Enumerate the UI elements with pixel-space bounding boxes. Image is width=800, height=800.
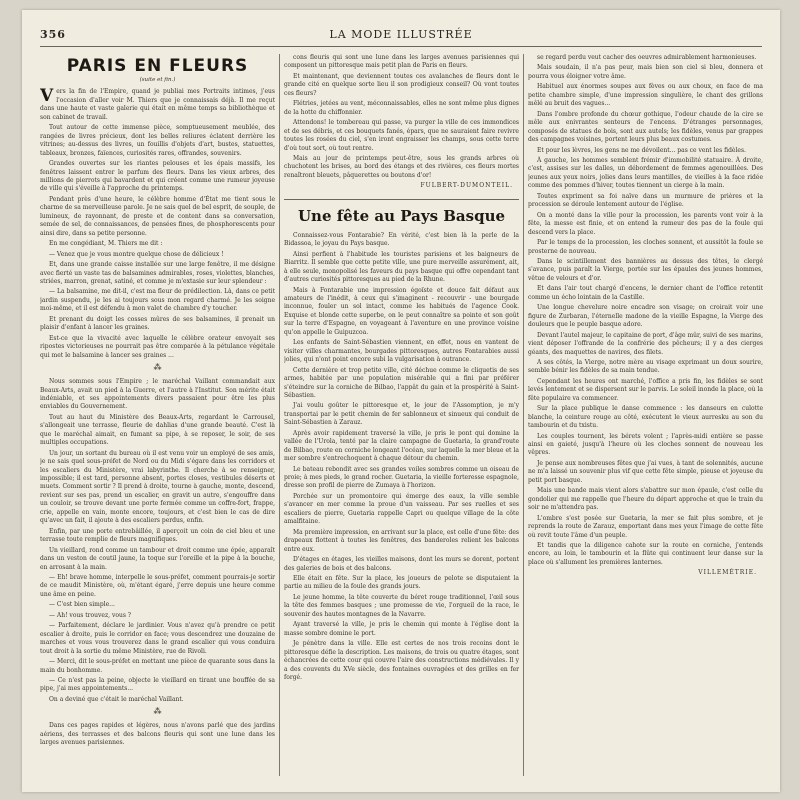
column-3 [528,54,763,776]
paragraph: — Parfaitement, déclare le jardinier. Vous n'avez qu'à prendre ce petit escalier à droite, puis le corridor en face; vous descendrez une douzaine de marches et vous vous trouverez dans le grand escalier qui vous conduira tout droit à la sortie du même Ministère, rue de Rivoli. [40,622,275,655]
paragraph: Le jeune homme, la tête couverte du béret rouge traditionnel, l'œil sous la tête des femmes basques ; une promesse de vie, l'orgueil de la race, le souvenir des hautes montagnes de la Navarre. [284,593,519,618]
section-separator: ⁂ [153,707,162,717]
paragraph: À gauche, les hommes semblent frémir d'immobilité statuaire. À droite, c'est, assises sur les dalles, un débordement de femmes agenouillées. Des jeunes aux yeux noirs, jolies dans leurs mantilles, de vieilles à la face ridée comme des pommes d'hiver, toutes tiennent un cierge à la main. [528,156,763,190]
paragraph: Porchée sur un promontoire qui émerge des eaux, la ville semble s'avancer en mer comme la proue d'un vaisseau. Par ses ruelles et ses escaliers de pierre, Guetaria rappelle Capri ou quelque village de la côte amalfitaine. [284,492,519,526]
paragraph: D'étages en étages, les vieilles maisons, dont les murs se dorent, portent des galeries de bois et des balcons. [284,556,519,572]
article-subtitle: (suite et fin.) [139,77,176,83]
paragraph: Tout autour de cette immense pièce, somptueusement meublée, des rangées de livres précieux, dont les belles reliures éclatent derrière les vitrines; au-dessus des livres, un fouillis d'objets d'art, bustes, statuettes, tableaux, bronzes, faïences, curiosités rares, offrandes, souvenirs. [40,124,275,157]
paragraph: Devant l'autel majeur, le capitaine de port, d'âge mûr, suivi de ses marins, vient déposer l'offrande de la confrérie des pêcheurs; il y a des cierges géants, des maquettes de navires, des filets. [528,331,763,356]
paragraph: Connaissez-vous Fontarabie? En vérité, c'est bien là la perle de la Bidassoa, le joyau du Pays basque. [284,231,519,248]
paragraph: se regard perdu veut cacher des oeuvres admirablement harmonieuses. [537,54,757,61]
paragraph: Ayant traversé la ville, je pris le chemin qui monte à l'église dont la masse sombre domine le port. [284,621,519,637]
column-2 [284,54,519,776]
paragraph: Mais une bande mais vient alors s'abattre sur mon épaule, c'est celle du gondolier qui me rappelle que l'heure du départ approche et que le train du soir ne m'attendra pas. [528,487,763,512]
paragraph: Tout au haut du Ministère des Beaux-Arts, regardant le Carrousel, s'allongeait une terrasse, fleurie de dahlias d'une grande beauté. C'est là que le maréchal aimait, en fumant sa pipe, à se reposer, le soir, de ses multiples occupations. [40,413,275,447]
paragraph: Habituel aux énormes soupes aux fèves ou aux choux, en face de ma petite chambre simple, d'une impression singulière, le chant des grillons mêlé au bruit des vagues... [528,83,763,108]
paragraph: Dans le scintillement des bannières au dessus des têtes, le clergé s'avance, puis paraît la Vierge, portée sur les épaules des jeunes hommes, vêtue de velours et d'or. [528,257,763,282]
column-1 [40,54,275,776]
paragraph: Mais soudain, il n'a pas peur, mais bien son ciel si bleu, donnera et pourra vous éloigner votre âme. [528,64,763,80]
paragraph: — Eh! brave homme, interpelle le sous-préfet, comment pourrais-je sortir de ce maudit Ministère, où, m'étant égaré, j'erre depuis une heure comme une âme en peine. [40,574,275,598]
paragraph: Grandes ouvertes sur les riantes pelouses et les épais massifs, les fenêtres laissent entrer le parfum des fleurs. Dans les vieux arbres, des millions de pierrots qui bavardent et qui créent comme une rumeur joyeuse de ville qui s'éveille à l'approche du printemps. [40,160,275,193]
paragraph: — Merci, dit le sous-préfet en mettant une pièce de quarante sous dans la main du bonhomme. [40,658,275,674]
paragraph: J'ai voulu goûter le pittoresque et, le jour de l'Assomption, je m'y transportai par le petit chemin de fer sablonneux et sinueux qui conduit de Saint-Sébastien à Zarauz. [284,402,519,427]
paragraph: Elle était en fête. Sur la place, les joueurs de pelote se disputaient la partie au milieu de la foule des grands jours. [284,575,519,591]
paragraph: Mais au jour de printemps peut-être, sous les grands arbres où chuchotent les brises, au bord des étangs et des rivières, ces fleurs mortes renaîtront bleuets, pâquerettes ou boutons d'or! [284,154,519,179]
paragraph: On a deviné que c'était le maréchal Vaillant. [49,695,184,703]
paragraph: Je pense aux nombreuses fêtes que j'ai vues, à tant de solennités, aucune ne m'a laissé un souvenir plus vif que cette fête simple, pieuse et joyeuse du petit port basque. [528,459,763,484]
article-body [284,232,519,683]
paragraph: — Ce n'est pas la peine, objecte le vieillard en tirant une bouffée de sa pipe, j'ai mes appointements... [40,677,275,693]
paragraph: Pendant près d'une heure, le célèbre homme d'État me tient sous le charme de sa merveilleuse parole. Je ne sais quel de bel esprit, de souple, de lumineux, de rayonnant, de preste et de content dans sa conversation, semée de sel, de connaissances, de pensées fines, de phosphorescents pour ainsi dire, dans sa petite personne. [40,195,275,237]
article-body [40,124,275,360]
paragraph: Cette dernière et trop petite ville, cité déchue comme le cliquetis de ses armes, habitée par une population misérable qui a fini par préférer s'éteindre sur la corniche de Bilbao, l'appât du gain et la prospérité à Saint-Sébastien. [284,366,519,399]
paragraph: On a monté dans la ville pour la procession, les parents vont voir à la fête, la messe est finie, et on entend la rumeur des pas de la foule qui descend vers la place. [528,211,763,236]
article-body-closing [40,722,275,747]
article-signature: VILLEMÉTRIE. [698,569,757,577]
paragraph: Le bateau rebondit avec ses grandes voiles sombres comme un oiseau de proie; à mes pieds, le grand rocher. Guetaria, la vieille forteresse espagnole, dresse son profil de pierre de Zumaya à l'horizon. [284,465,519,490]
paragraph: — Ah! vous trouvez, vous ? [49,611,132,619]
article-title: PARIS EN FLEURS [66,56,249,76]
paragraph: Et prenant du doigt les cosses mûres de ses balsamines, il prenait un plaisir d'enfant à lancer les graines. [40,315,275,332]
paragraph: Je pénètre dans la ville. Elle est certes de nos trois recoins dont le pittoresque défie la description. Les maisons, de trois ou quatre étages, sont échancrées de cette cour qui couvre l'aire des constructions médiévales. Il y a des couvents du XVe siècle, des fontaines ouvragées et des grilles en fer forgé. [284,640,519,681]
opening-paragraph [40,88,275,122]
paragraph: Dans l'ombre profonde du chœur gothique, l'odeur chaude de la cire se mêle aux enivrantes senteurs de l'encens. D'étranges personnages, composés de statues de bois, sont aux autels; les fidèles, venus par grappes des campagnes voisines, portent leurs plus beaux costumes. [528,110,763,144]
paragraph: Mais à Fontarabie une impression égoïste et douce fait défaut aux amateurs de l'inédit, à ceux qui s'imaginent - recouvrir - une bourgade inconnue, fouler un sol intact, comme les habitués de l'agence Cook. Exquise et blonde cette superbe, on le peut connaître sa pointe et son goût sur la terre d'Espagne, en voyageant à l'aventure en une province voisine qu'on appelle le Guipuzcoa. [284,286,519,336]
article-title: Une fête au Pays Basque [297,206,506,225]
paragraph: En me congédiant, M. Thiers me dit : [49,240,163,248]
paragraph: Toutes expriment sa foi naïve dans un murmure de prières et la procession se déroule lentement autour de l'église. [528,192,763,209]
column-divider [523,54,524,776]
article-body-continued [284,54,519,180]
paragraph: — Venez que je vous montre quelque chose de délicieux ! [49,250,224,258]
paragraph: Et, dans une grande caisse installée sur une large fenêtre, il me désigne avec fierté un vaste tas de balsamines admirables, roses, violettes, blanches, striées, marron, grenat, satiné, et comme je m'extasie sur leur splendeur : [40,261,275,285]
paragraph: Par le temps de la procession, les cloches sonnent, et aussitôt la foule se prosterne de nouveau. [528,239,763,255]
section-separator: ⁂ [153,363,162,373]
journal-title: LA MODE ILLUSTRÉE [329,28,473,41]
article-signature: FULBERT-DUMONTEIL. [420,182,513,190]
article-body-continued [528,54,763,567]
paragraph: — La balsamine, me dit-il, c'est ma fleur de prédilection. Là, dans ce petit jardin suspendu, je les ai toujours sous mon regard charmé. Je les soigne moi-même, et il est défendu à mon valet de chambre d'y toucher. [40,288,275,313]
column-divider [279,54,280,776]
paragraph: Un vieillard, rond comme un tambour et droit comme une épée, apparaît dans un veston de coutil jaune, la toque sur l'oreille et la pipe à la bouche, en arrosant à la main. [40,546,275,571]
paragraph: Ma première impression, en arrivant sur la place, est celle d'une fête: des drapeaux flottent à toutes les fenêtres, des banderoles relient les balcons entre eux. [284,528,519,553]
paragraph: L'ombre s'est posée sur Guetaria, la mer se fait plus sombre, et je reprends la route de Zarauz, emportant dans mes yeux l'image de cette fête où revit toute l'âme d'un peuple. [528,514,763,539]
magazine-page [22,10,780,792]
paragraph: Flétries, jetées au vent, méconnaissables, elles ne sont même plus dignes de la hotte du chiffonnier. [284,100,519,116]
paragraph: Et maintenant, que deviennent toutes ces avalanches de fleurs dont le grande cité en quelque sorte lieu il son prodigieux conseil? Où vont toutes ces fleurs? [284,72,519,97]
paragraph: Ainsi perfient à l'habitude les touristes parisiens et les baigneurs de Biarritz. Il semble que cette petite ville, une pure merveille assurément, ait, à elle seule, monopolisé les faveurs du pays basque qui offre cependant tant d'autres curiosités pittoresques au pied de la Rhune. [284,250,519,284]
paragraph: Est-ce que la vivacité avec laquelle le célèbre orateur envoyait ses ripostes victorieuses ne pourrait pas être comparée à la pétulance végétale qui met le balsamine à lancer ses graines ... [40,334,275,359]
paragraph: cons fleuris qui sont une lune dans les larges avenues parisiennes qui composent un pittoresque mais petit plan de Paris en fleurs. [284,54,519,70]
paragraph: Et dans l'air tout chargé d'encens, le dernier chant de l'office retentit comme un écho lointain de la Castille. [528,285,763,301]
paragraph: Les enfants de Saint-Sébastien viennent, en effet, nous en vantent de visiter villes charmantes, bourgades pittoresques, autres Fontarabies aussi jolies, qui n'ont point encore subi la vulgarisation à outrance. [284,339,519,364]
paragraph: — C'est bien simple... [49,601,115,609]
paragraph: Cependant les heures ont marché, l'office a pris fin, les fidèles se sont levés lentement et se dispersent sur le parvis. Le soleil inonde la place, où la fête populaire va commencer. [528,377,763,402]
drop-cap: V [40,86,54,107]
article-body-continued [40,378,275,704]
page-number: 356 [40,28,66,41]
paragraph: Un jour, un sortant du bureau où il est venu voir un employé de ses amis, je ne sais quel sous-préfet de Nord ou du Midi s'égare dans les corridors et les escaliers du Ministère, vrai labyrinthe. Il cherche à se renseigner, impossible; il est tard, personne absent, portes closes, vestibules déserts et muets. Comment sortir ? Il prend à droite, tourne à gauche, monte, descend, revient sur ses pas, prend un escalier, en gravit un autre, s'engouffre dans un couloir, se trouve devant une porte fermée comme un coffre-fort, frappe, crie, appelle en vain, monte encore, toujours, et c'est bien le cas de dire qu'avec un fait, il ajoute à des escaliers perdus, enfin. [40,449,275,525]
paragraph: Attendons! le tombereau qui passe, va purger la ville de ces immondices et de ses débris, et ces bouquets fanés, épars, que ne sauraient faire revivre toutes les rosées du ciel, s'en iront engraisser les champs, sous cette terre d'où tout sort, où tout rentre. [284,119,519,152]
paragraph: A ses côtés, la Vierge, notre mère au visage exprimant un doux sourire, semble bénir les fidèles de sa main tendue. [528,358,763,375]
paragraph: Après avoir rapidement traversé la ville, je pris le pont qui domine la vallée de l'Urola, tenté par la claire campagne de Guetaria, la grand'route de Bilbao, route en corniche longeant l'océan, sur laquelle la mer bleue et la mer sombre s'entrechoquent à chaque détour du chemin. [284,429,519,463]
paragraph: Et tandis que la diligence cahote sur la route en corniche, j'entends encore, au loin, le tambourin et la flûte qui continuent leur danse sur la place où s'allument les premières lanternes. [528,542,763,566]
paragraph: Sur la place publique le danse commence : les danseurs en culotte blanche, la ceinture rouge au côté, exécutent le vieux aurresku au son du tambourin et du txistu. [528,405,763,430]
paragraph: Les couples tournent, les bérets volent ; l'après-midi entière se passe ainsi en gaieté, jusqu'à l'heure où les cloches sonnent de nouveau les vêpres. [528,432,763,457]
paragraph: Enfin, par une porte entrebâillée, il aperçoit un coin de ciel bleu et une terrasse toute remplie de fleurs magnifiques. [40,527,275,544]
paragraph-text: ers la fin de l'Empire, quand je publiai mes Portraits intimes, j'eus l'occasion d'aller voir M. Thiers que je connaissais déjà. Il me reçut dans une haute et vaste galerie qui était en même temps sa bibliothèque et son cabinet de travail. [40,88,275,121]
article-divider [284,199,519,200]
paragraph: Une longue chevelure noire encadre son visage; on croirait voir une figure de Zurbaran, l'éternelle madone de la vieille Espagne, la Vierge des douleurs que le peuple basque adore. [528,304,763,329]
paragraph: Dans ces pages rapides et légères, nous n'avons parlé que des jardins aériens, des terrasses et des balcons fleuris qui sont une lune dans les larges avenues parisiennes. [40,722,275,747]
paragraph: Et pour les lèvres, les gens ne me dévoilent... pas ce vent les fidèles. [537,146,746,154]
paragraph: Nous sommes sous l'Empire ; le maréchal Vaillant commandait aux Beaux-Arts, avait un pied à la Guerre, et l'autre à l'Institut. Son mérite était indéniable, et ses appointements divers passaient pour être les plus enviables du Gouvernement. [40,378,275,411]
running-header [40,28,762,47]
